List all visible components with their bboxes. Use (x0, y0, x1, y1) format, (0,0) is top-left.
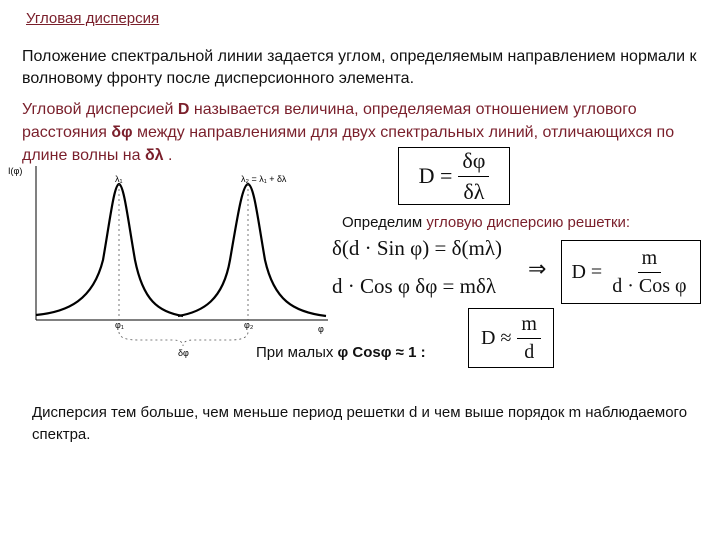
small-angle-text-1: При малых (256, 344, 338, 361)
formula2-denominator: d · Cos φ (612, 274, 687, 297)
define-grating-label (342, 214, 630, 231)
symbol-dphi: δφ (111, 124, 133, 141)
peak2-label: λ₂ = λ₁ + δλ (241, 174, 287, 184)
define-text-2: угловую дисперсию решетки: (426, 214, 631, 231)
formula-dispersion-definition (398, 147, 510, 205)
small-angle-text-2: Cosφ ≈ 1 : (348, 344, 426, 361)
small-angle-phi: φ (337, 344, 349, 361)
paragraph-position: Положение спектральной линии задается углом, определяемым направлением нормали к волновому фронту после дисперсионного элемента. (22, 48, 697, 87)
define-text-1: Определим (342, 214, 427, 231)
formula2-lhs: D = (571, 260, 603, 283)
formula3-lhs: D ≈ (481, 326, 512, 349)
symbol-dlambda: δλ (144, 147, 164, 164)
formula3-fraction (517, 313, 541, 364)
definition-text-1: Угловой дисперсией (22, 101, 178, 118)
conclusion-text: Дисперсия тем больше, чем меньше период решетки d и чем выше порядок m наблюдаемого спектра. (32, 404, 688, 443)
definition-text-3: между направлениями для двух спектральных линий, отличающихся по длине волны на (22, 124, 675, 164)
peak1-label: λ₁ (115, 174, 123, 184)
formula1-denominator: δλ (463, 178, 485, 204)
peak1-curve (36, 184, 183, 316)
symbol-D: D (177, 101, 190, 118)
tick1-label: φ₁ (115, 320, 124, 330)
formula1-lhs: D = (418, 163, 453, 188)
definition-text-4: . (163, 147, 173, 164)
formula-grating-dispersion (561, 240, 701, 304)
plot-y-label: I(φ) (8, 166, 23, 176)
equation-derivative: d · Cos φ δφ = mδλ (332, 274, 497, 298)
formula1-fraction (458, 148, 489, 205)
formula2-numerator: m (638, 247, 662, 273)
dphi-brace (119, 332, 248, 346)
tick2-label: φ₂ (244, 320, 254, 330)
formula2-fraction (608, 247, 690, 298)
spectral-lines-plot (8, 160, 338, 360)
definition-text-2: называется величина, определяемая отношением углового расстояния (22, 101, 637, 141)
slide-title: Угловая дисперсия (26, 10, 160, 27)
peak2-curve (178, 184, 326, 316)
small-angle-label (256, 344, 426, 361)
equation-variation: δ(d · Sin φ) = δ(mλ) (332, 236, 502, 260)
paragraph-definition (22, 98, 712, 167)
brace-label: δφ (178, 348, 189, 358)
formula3-denominator: d (524, 340, 535, 363)
formula1-numerator: δφ (458, 148, 489, 177)
formula-small-angle-dispersion (468, 308, 554, 368)
implies-arrow: ⇒ (528, 256, 547, 281)
plot-x-label: φ (318, 324, 324, 334)
formula3-numerator: m (517, 313, 541, 339)
